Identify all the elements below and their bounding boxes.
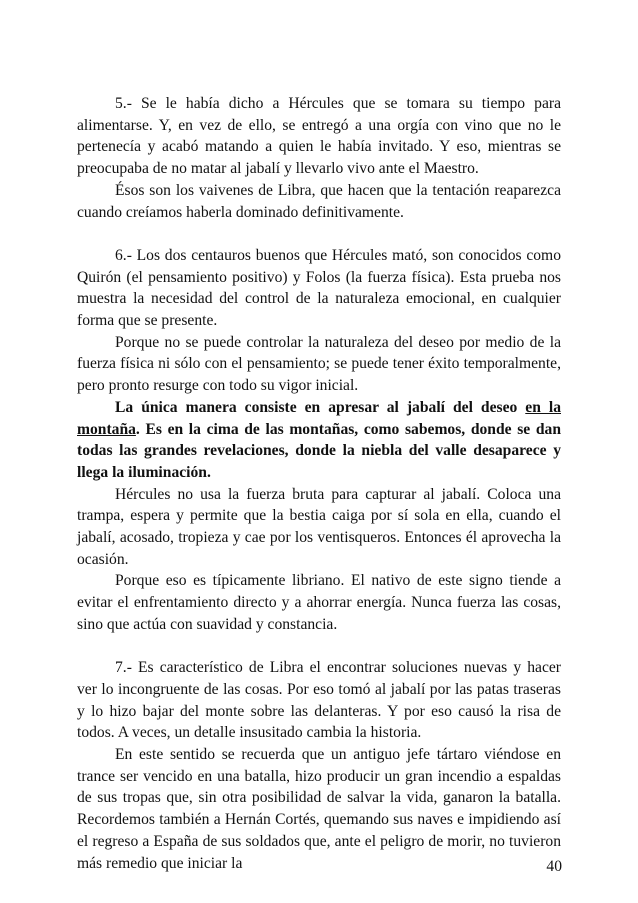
paragraph-7-history: En este sentido se recuerda que un antiguo jefe tártaro viéndose en trance ser vencido en una batalla, hizo producir un gran incendio a espaldas de sus tropas que, sin otra posibilidad de salvar la vida, ganaron la batalla. Recordemos también a Hernán Cortés, quemando sus naves e impidiendo así el regreso a España de sus soldados que, ante el peligro de morir, no tuvieron más remedio que iniciar la bbox=[77, 746, 561, 872]
bold-text-part2: . Es en la cima de las montañas, como sabemos, donde se dan todas las grandes revelaciones, donde la niebla del valle desaparece y llega la iluminación. bbox=[77, 420, 561, 481]
bold-text-part1: La única manera consiste en apresar al jabalí del deseo bbox=[115, 398, 526, 416]
paragraph-5-intro: 5.- Se le había dicho a Hércules que se tomara su tiempo para alimentarse. Y, en vez de ello, se entregó a una orgía con vino que no le pertenecía y acabó matando a quien le había invitado. Y eso, mientras se preocupaba de no matar al jabalí y llevarlo vivo ante el Maestro. bbox=[77, 95, 561, 178]
paragraph-6-intro: 6.- Los dos centauros buenos que Hércules mató, son conocidos como Quirón (el pensamiento positivo) y Folos (la fuerza física). Esta prueba nos muestra la necesidad del control de la naturaleza emocional, en cualquier forma que se presente. bbox=[77, 246, 561, 330]
paragraph-6-libran: Porque eso es típicamente libriano. El nativo de este signo tiende a evitar el enfrentamiento directo y a ahorrar energía. Nunca fuerza las cosas, sino que actúa con suavidad y constancia. bbox=[77, 572, 561, 633]
paragraph-6-desire: Porque no se puede controlar la naturaleza del deseo por medio de la fuerza física ni sólo con el pensamiento; se puede tener éxito temporalmente, pero pronto resurge con todo su vigor inicial. bbox=[77, 333, 561, 395]
paragraph-5-libra: Ésos son los vaivenes de Libra, que hacen que la tentación reaparezca cuando creíamos haberla dominado definitivamente. bbox=[77, 181, 561, 221]
page-body bbox=[77, 93, 561, 874]
paragraph-6-trap: Hércules no usa la fuerza bruta para capturar al jabalí. Coloca una trampa, espera y permite que la bestia caiga por sí sola en ella, cuando el jabalí, acosado, tropieza y cae por los ventisqueros. Entonces él aprovecha la ocasión. bbox=[77, 485, 561, 568]
paragraph-6-bold bbox=[77, 397, 561, 484]
underlined-text: en la montaña bbox=[77, 398, 561, 438]
paragraph-7-intro: 7.- Es característico de Libra el encontrar soluciones nuevas y hacer ver lo incongruente de las cosas. Por eso tomó al jabalí por las patas traseras y lo hizo bajar del monte sobre las delanteras. Y por eso causó la risa de todos. A veces, un detalle insusitado cambia la historia. bbox=[77, 659, 561, 742]
page-number: 40 bbox=[546, 858, 562, 875]
